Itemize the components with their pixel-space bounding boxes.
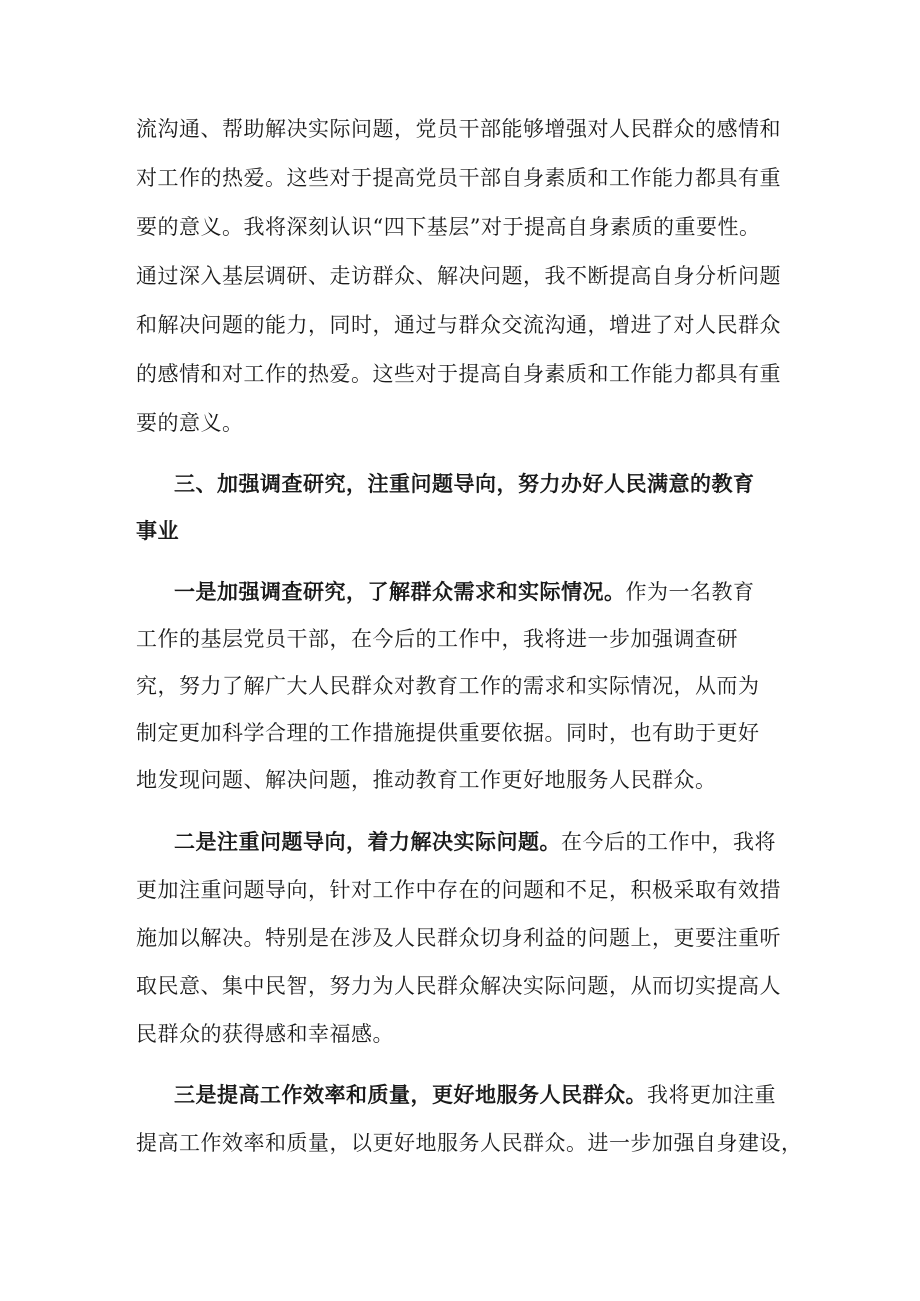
item1-line-4: 制定更加科学合理的工作措施提供重要依据。同时，也有助于更好 bbox=[136, 721, 760, 745]
item1-line1-rest: 作为一名教育 bbox=[625, 580, 755, 604]
item3-line1-rest: 我将更加注重 bbox=[647, 1083, 776, 1107]
item3-line-2: 提高工作效率和质量，以更好地服务人民群众。进一步加强自身建设， bbox=[136, 1131, 803, 1155]
para1-line-5: 和解决问题的能力，同时，通过与群众交流沟通，增进了对人民群众 bbox=[136, 313, 781, 337]
section3-heading-line-2: 事业 bbox=[136, 518, 179, 543]
item1-line-5: 地发现问题、解决问题，推动教育工作更好地服务人民群众。 bbox=[136, 768, 717, 792]
item2-lead: 二是注重问题导向，着力解决实际问题。 bbox=[174, 829, 561, 854]
item1-lead: 一是加强调查研究，了解群众需求和实际情况。 bbox=[174, 579, 626, 604]
para1-line-2: 对工作的热爱。这些对于提高党员干部自身素质和工作能力都具有重 bbox=[136, 166, 781, 190]
item2-line-4: 取民意、集中民智，努力为人民群众解决实际问题，从而切实提高人 bbox=[136, 974, 781, 998]
item3-lead: 三是提高工作效率和质量，更好地服务人民群众。 bbox=[174, 1082, 647, 1107]
item1-line-3: 究，努力了解广大人民群众对教育工作的需求和实际情况，从而为 bbox=[136, 674, 760, 698]
item1-line-2: 工作的基层党员干部，在今后的工作中，我将进一步加强调查研 bbox=[136, 627, 738, 651]
item2-line-1 bbox=[174, 827, 776, 857]
section3-heading-line-1: 三、加强调查研究，注重问题导向，努力办好人民满意的教育 bbox=[174, 471, 755, 496]
item2-line1-rest: 在今后的工作中，我将 bbox=[561, 830, 776, 854]
item2-line-2: 更加注重问题导向，针对工作中存在的问题和不足，积极采取有效措 bbox=[136, 878, 781, 902]
item2-line-5: 民群众的获得感和幸福感。 bbox=[136, 1022, 394, 1046]
item1-line-1 bbox=[174, 577, 755, 607]
para1-line-3: 要的意义。我将深刻认识“四下基层”对于提高自身素质的重要性。 bbox=[136, 215, 761, 239]
para1-line-6: 的感情和对工作的热爱。这些对于提高自身素质和工作能力都具有重 bbox=[136, 362, 781, 386]
item3-line-1 bbox=[174, 1080, 776, 1110]
item2-line-3: 施加以解决。特别是在涉及人民群众切身利益的问题上，更要注重听 bbox=[136, 926, 781, 950]
para1-line-1: 流沟通、帮助解决实际问题，党员干部能够增强对人民群众的感情和 bbox=[136, 117, 781, 141]
para1-line-4: 通过深入基层调研、走访群众、解决问题，我不断提高自身分析问题 bbox=[136, 264, 781, 288]
para1-line-7: 要的意义。 bbox=[136, 411, 244, 435]
